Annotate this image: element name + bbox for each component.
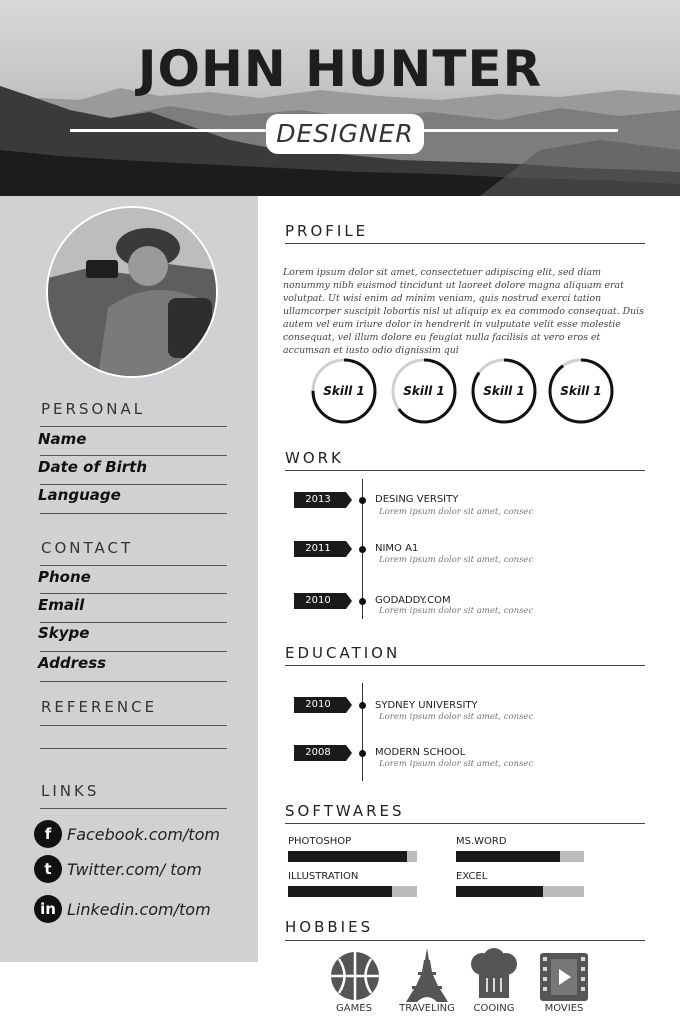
software-bar (288, 886, 417, 897)
basketball-icon (330, 951, 380, 1001)
year-tag (294, 593, 352, 609)
software-bar-fill (456, 886, 543, 897)
software-bar (456, 886, 584, 897)
timeline-dot (359, 546, 366, 553)
timeline-dot (359, 497, 366, 504)
eiffel-tower-icon (404, 948, 450, 1002)
divider (40, 622, 227, 623)
school-name: SYDNEY UNIVERSITY (375, 700, 478, 711)
linkedin-icon: in (34, 895, 62, 923)
links-heading: LINKS (41, 782, 100, 800)
timeline-dot (359, 598, 366, 605)
software-bar-fill (288, 851, 407, 862)
linkedin-link[interactable] (34, 895, 211, 923)
skill-label: Skill 1 (323, 384, 365, 398)
facebook-icon: f (34, 820, 62, 848)
hobby-label: COOING (473, 1003, 515, 1014)
job-title: DESING VERSITY (375, 494, 459, 505)
divider (285, 940, 645, 941)
job-title: GODADDY.COM (375, 595, 451, 606)
divider (40, 565, 227, 566)
personal-language-label: Language (38, 486, 121, 504)
reference-heading: REFERENCE (41, 698, 158, 716)
timeline-line (362, 683, 363, 781)
divider (285, 243, 645, 244)
software-label: ILLUSTRATION (288, 871, 359, 882)
photographer-image (48, 208, 216, 376)
linkedin-link-text: Linkedin.com/tom (67, 899, 211, 919)
job-description: Lorem ipsum dolor sit amet, consec (379, 555, 534, 565)
divider (40, 651, 227, 652)
divider (40, 681, 227, 682)
person-name: JOHN HUNTER (137, 40, 543, 98)
twitter-icon: t (34, 855, 62, 883)
divider (40, 725, 227, 726)
software-bar (288, 851, 417, 862)
year-tag (294, 492, 352, 508)
profile-heading: PROFILE (285, 222, 369, 240)
divider (40, 808, 227, 809)
skill-ring (548, 358, 614, 424)
chef-hat-icon (469, 948, 519, 1000)
profile-text: Lorem ipsum dolor sit amet, consectetuer adipiscing elit, sed diam nonummy nibh euismod tincidunt ut laoreet dolore magna aliquam erat volutpat. Ut wisi enim ad minim veniam, quis nostrud exerci tation ullamcorper suscipit lobortis nisl ut aliquip ex ea commodo consequat. Duis autem vel eum iriure dolor in hendrerit in vulputate velit esse molestie consequat, vel illum dolore eu feugiat nulla facilisis at vero eros et accumsan et iusto odio dignissim qui (283, 267, 644, 356)
contact-heading: CONTACT (41, 539, 134, 557)
contact-phone-label: Phone (38, 568, 91, 586)
school-name: MODERN SCHOOL (375, 747, 466, 758)
year-tag (294, 541, 352, 557)
twitter-link-text: Twitter.com/ tom (67, 859, 202, 879)
school-description: Lorem ipsum dolor sit amet, consec (379, 712, 534, 722)
divider (285, 470, 645, 471)
divider (40, 593, 227, 594)
skill-label: Skill 1 (403, 384, 445, 398)
header-banner (0, 0, 680, 196)
facebook-link[interactable] (34, 820, 220, 848)
year-text: 2011 (305, 543, 331, 554)
hobby-label: MOVIES (544, 1003, 584, 1014)
software-label: EXCEL (456, 871, 488, 882)
year-text: 2013 (305, 494, 331, 505)
job-title: DESIGNER (266, 114, 424, 154)
software-bar-fill (288, 886, 392, 897)
hobbies-heading: HOBBIES (285, 918, 374, 936)
skill-ring (391, 358, 457, 424)
school-description: Lorem ipsum dolor sit amet, consec (379, 759, 534, 769)
year-text: 2010 (305, 595, 331, 606)
divider (285, 665, 645, 666)
twitter-link[interactable] (34, 855, 202, 883)
job-description: Lorem ipsum dolor sit amet, consec (379, 507, 534, 517)
skill-ring (311, 358, 377, 424)
work-heading: WORK (285, 449, 344, 467)
software-bar-fill (456, 851, 560, 862)
divider (40, 455, 227, 456)
mountain-landscape (0, 0, 680, 196)
hobby-label: TRAVELING (399, 1003, 455, 1014)
year-tag (294, 697, 352, 713)
software-label: MS.WORD (456, 836, 507, 847)
timeline-dot (359, 702, 366, 709)
skill-ring (471, 358, 537, 424)
skill-label: Skill 1 (560, 384, 602, 398)
contact-email-label: Email (38, 596, 85, 614)
skill-label: Skill 1 (483, 384, 525, 398)
divider (285, 823, 645, 824)
contact-address-label: Address (38, 654, 107, 672)
softwares-heading: SOFTWARES (285, 802, 405, 820)
facebook-link-text: Facebook.com/tom (67, 824, 220, 844)
hobby-label: GAMES (336, 1003, 372, 1014)
divider (40, 484, 227, 485)
year-tag (294, 745, 352, 761)
software-label: PHOTOSHOP (288, 836, 352, 847)
personal-dob-label: Date of Birth (38, 458, 148, 476)
divider (40, 426, 227, 427)
timeline-dot (359, 750, 366, 757)
job-title: NIMO A1 (375, 543, 419, 554)
personal-name-label: Name (38, 430, 87, 448)
job-description: Lorem ipsum dolor sit amet, consec (379, 606, 534, 616)
personal-heading: PERSONAL (41, 400, 146, 418)
divider (40, 513, 227, 514)
film-icon (540, 953, 588, 1001)
year-text: 2008 (305, 747, 331, 758)
year-text: 2010 (305, 699, 331, 710)
education-heading: EDUCATION (285, 644, 401, 662)
software-bar (456, 851, 584, 862)
divider (40, 748, 227, 749)
contact-skype-label: Skype (38, 624, 90, 642)
profile-photo (46, 206, 218, 378)
